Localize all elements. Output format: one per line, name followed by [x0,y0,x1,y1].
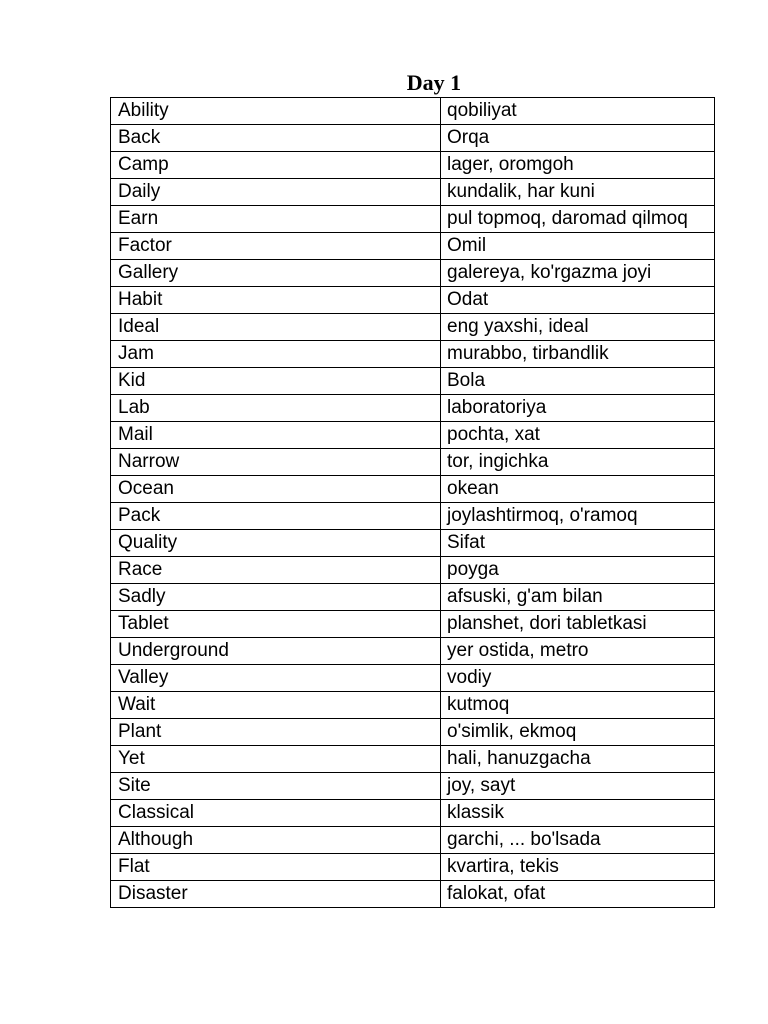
uzbek-translation-cell: klassik [441,800,715,827]
english-word-cell: Wait [111,692,441,719]
uzbek-translation-cell: Bola [441,368,715,395]
english-word-cell: Plant [111,719,441,746]
uzbek-translation-cell: afsuski, g'am bilan [441,584,715,611]
vocabulary-table-body [111,98,715,908]
table-row [111,692,715,719]
table-row [111,206,715,233]
table-row [111,854,715,881]
uzbek-translation-cell: o'simlik, ekmoq [441,719,715,746]
english-word-cell: Factor [111,233,441,260]
table-row [111,125,715,152]
table-row [111,449,715,476]
table-row [111,395,715,422]
table-row [111,179,715,206]
english-word-cell: Disaster [111,881,441,908]
uzbek-translation-cell: kvartira, tekis [441,854,715,881]
english-word-cell: Kid [111,368,441,395]
english-word-cell: Lab [111,395,441,422]
english-word-cell: Flat [111,854,441,881]
table-row [111,827,715,854]
uzbek-translation-cell: yer ostida, metro [441,638,715,665]
table-row [111,98,715,125]
english-word-cell: Yet [111,746,441,773]
english-word-cell: Ocean [111,476,441,503]
table-row [111,422,715,449]
english-word-cell: Camp [111,152,441,179]
english-word-cell: Although [111,827,441,854]
uzbek-translation-cell: hali, hanuzgacha [441,746,715,773]
table-row [111,233,715,260]
english-word-cell: Tablet [111,611,441,638]
uzbek-translation-cell: Omil [441,233,715,260]
table-row [111,746,715,773]
page-title: Day 1 [406,70,462,95]
table-row [111,368,715,395]
uzbek-translation-cell: murabbo, tirbandlik [441,341,715,368]
vocabulary-table [110,97,715,908]
english-word-cell: Jam [111,341,441,368]
uzbek-translation-cell: eng yaxshi, ideal [441,314,715,341]
english-word-cell: Valley [111,665,441,692]
table-row [111,503,715,530]
uzbek-translation-cell: Odat [441,287,715,314]
english-word-cell: Earn [111,206,441,233]
table-row [111,530,715,557]
english-word-cell: Mail [111,422,441,449]
english-word-cell: Site [111,773,441,800]
table-row [111,260,715,287]
uzbek-translation-cell: galereya, ko'rgazma joyi [441,260,715,287]
uzbek-translation-cell: lager, oromgoh [441,152,715,179]
table-row [111,611,715,638]
table-row [111,476,715,503]
table-row [111,719,715,746]
uzbek-translation-cell: falokat, ofat [441,881,715,908]
uzbek-translation-cell: kutmoq [441,692,715,719]
uzbek-translation-cell: okean [441,476,715,503]
uzbek-translation-cell: tor, ingichka [441,449,715,476]
uzbek-translation-cell: vodiy [441,665,715,692]
uzbek-translation-cell: Sifat [441,530,715,557]
table-row [111,152,715,179]
english-word-cell: Pack [111,503,441,530]
uzbek-translation-cell: planshet, dori tabletkasi [441,611,715,638]
table-row [111,638,715,665]
english-word-cell: Classical [111,800,441,827]
english-word-cell: Quality [111,530,441,557]
uzbek-translation-cell: qobiliyat [441,98,715,125]
table-row [111,287,715,314]
uzbek-translation-cell: joy, sayt [441,773,715,800]
english-word-cell: Gallery [111,260,441,287]
english-word-cell: Ability [111,98,441,125]
english-word-cell: Back [111,125,441,152]
table-row [111,314,715,341]
table-row [111,800,715,827]
uzbek-translation-cell: garchi, ... bo'lsada [441,827,715,854]
uzbek-translation-cell: pul topmoq, daromad qilmoq [441,206,715,233]
english-word-cell: Habit [111,287,441,314]
table-row [111,665,715,692]
table-row [111,881,715,908]
table-row [111,341,715,368]
uzbek-translation-cell: joylashtirmoq, o'ramoq [441,503,715,530]
english-word-cell: Narrow [111,449,441,476]
uzbek-translation-cell: kundalik, har kuni [441,179,715,206]
uzbek-translation-cell: laboratoriya [441,395,715,422]
table-row [111,773,715,800]
table-row [111,557,715,584]
uzbek-translation-cell: pochta, xat [441,422,715,449]
english-word-cell: Race [111,557,441,584]
english-word-cell: Ideal [111,314,441,341]
table-row [111,584,715,611]
uzbek-translation-cell: poyga [441,557,715,584]
english-word-cell: Daily [111,179,441,206]
english-word-cell: Underground [111,638,441,665]
uzbek-translation-cell: Orqa [441,125,715,152]
english-word-cell: Sadly [111,584,441,611]
